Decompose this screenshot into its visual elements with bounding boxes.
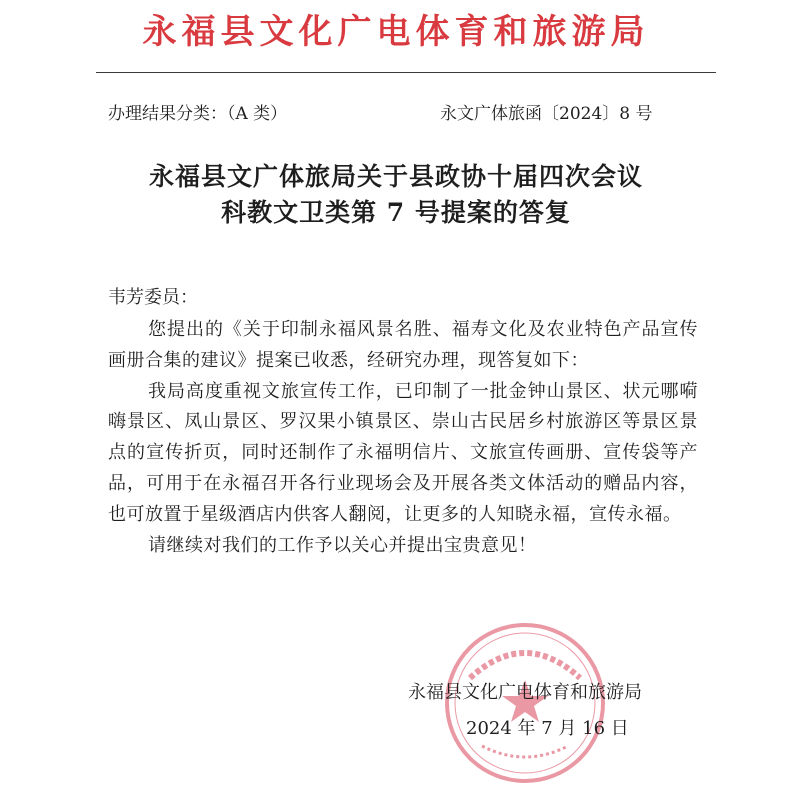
document-title <box>0 159 792 231</box>
signature-org: 永福县文化广电体育和旅游局 <box>408 682 642 703</box>
title-line-2: 科教文卫类第 7 号提案的答复 <box>221 198 571 227</box>
body-paragraph-1: 您提出的《关于印制永福风景名胜、福寿文化及农业特色产品宣传画册合集的建议》提案已收悉，经研究办理，现答复如下： <box>108 319 698 371</box>
body-paragraph-3: 请继续对我们的工作予以关心并提出宝贵意见！ <box>148 534 537 556</box>
salutation: 韦芳委员： <box>108 287 198 308</box>
letter-body <box>108 315 698 561</box>
body-paragraph-2: 我局高度重视文旅宣传工作，已印制了一批金钟山景区、状元哪嗬嗨景区、凤山景区、罗汉果小镇景区、崇山古民居乡村旅游区等景区景点的宣传折页，同时还制作了永福明信片、文旅宣传画册、宣传袋等产品，可用于在永福召开各行业现场会及开展各类文体活动的赠品内容，也可放置于星级酒店内供客人翻阅，让更多的人知晓永福，宣传永福。 <box>108 380 698 525</box>
title-line-1: 永福县文广体旅局关于县政协十届四次会议 <box>148 162 643 191</box>
letterhead-divider <box>96 72 716 73</box>
letterhead-org-name: 永福县文化广电体育和旅游局 <box>142 12 650 52</box>
document-number: 永文广体旅函〔2024〕8 号 <box>440 104 653 124</box>
result-category: 办理结果分类：（A 类） <box>108 104 288 124</box>
signature-date: 2024 年 7 月 16 日 <box>466 718 629 739</box>
